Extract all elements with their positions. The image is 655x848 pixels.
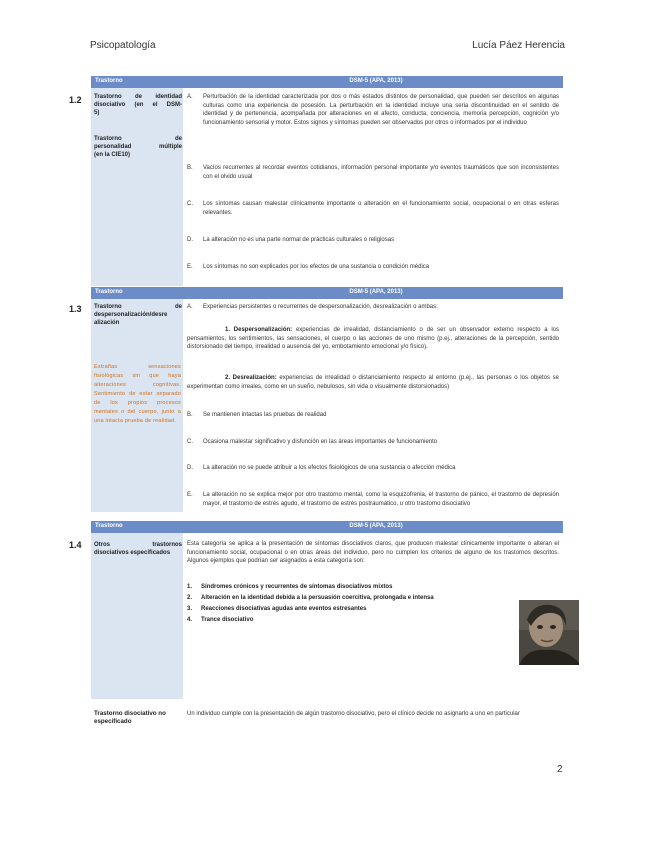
header-author: Lucía Páez Herencia [472,40,565,51]
list-item: 2. Alteración en la identidad debida a la persuasión coercitiva, prolongada e intensa [187,595,434,601]
header-col-disorder: Trastorno [95,523,123,529]
header-title: Psicopatología [90,40,156,51]
criterion-a: A. Perturbación de la identidad caracterizada por dos o más estados distintos de personalidad, que pueden ser descritos en algunas culturas como una experiencia de posesión. La perturbación en la identidad incluye una seria discontinuidad en el sentido de identidad y de pertenencia, acompañada por alteraciones en el afecto, conducta, conciencia, memoria percepción, cognición y/o funcionamiento sensorial y motor. Estos signos y síntomas pueden ser observados por otros o informados por el individuo [187,94,559,126]
header-col-dsm: DSM-5 (APA, 2013) [349,78,403,84]
header-col-disorder: Trastorno [95,289,123,295]
criterion-d: D. La alteración no es una parte normal de prácticas culturales o religiosas [187,237,395,243]
list-item: 1. Síndromes crónicos y recurrentes de síntomas disociativos mixtos [187,584,393,590]
disorder-note: Extrañas sensaciones fisiológicas sin que haya alteraciones cognitivas. Sentimiento de estar separado de los propios procesos mentales o del cuerpo, junto a una intacta prueba de realidad. [94,364,181,424]
header-col-disorder: Trastorno [95,78,123,84]
table-header [91,521,563,533]
criterion-b: B. Vacíos recurrentes al recordar eventos cotidianos, información personal importante y/o eventos traumáticos que son inconsistentes con el olvido usual [187,165,559,180]
table-body [69,533,563,725]
disorder-alt-name: Trastorno de personalidad múltiple (en la CIE10) [94,136,182,158]
criterion-e: E. Los síntomas no son explicados por los efectos de una sustancia o condición médica [187,264,430,270]
criterion-e: E. La alteración no se explica mejor por otro trastorno mental, como la esquizofrenia, el trastorno de pánico, el trastorno de depresión mayor, el trastorno de estrés agudo, el trastorno de estrés postraumático, u otro trastorno disociativo [187,492,559,507]
section-number: 1.2 [69,95,82,105]
criterion-d: D. La alteración no se puede atribuir a los efectos fisiológicos de una sustancia o afección médica [187,465,456,471]
portrait-image [519,600,579,665]
table-body [69,299,563,512]
list-item: 3. Reacciones disociativas agudas ante eventos estresantes [187,606,367,612]
subcriterion-depersonalization: 1. Despersonalización: experiencias de irrealidad, distanciamiento o de ser un observador externo respecto a los pensamientos, los sentimientos, las sensaciones, el cuerpo o las acciones de uno mismo (p.ej., alteraciones de la percepción, sentido distorsionado del tiempo, irrealidad o ausencia del yo, embotamiento emocional y/o físico). [187,327,560,350]
header-col-dsm: DSM-5 (APA, 2013) [349,523,403,529]
disorder-name: Trastorno de despersonalización/desre alización [94,304,182,326]
examples-list [187,582,483,626]
section-number: 1.3 [69,304,82,314]
criterion-a: A. Experiencias persistentes o recurrentes de despersonalización, desrealización o ambas: [187,304,438,310]
disorder-name: Otros trastornos disociativos especificados [94,542,182,556]
table-depersonalization-disorder [69,287,563,512]
portrait-photo [519,600,579,665]
criterion-c: C. Los síntomas causan malestar clínicamente importante o alteración en el funcionamiento social, ocupacional o en otras esferas relevantes. [187,201,559,216]
table-body [69,88,563,286]
table-other-dissociative-disorders [69,521,563,725]
unspecified-disorder-text: Un individuo cumple con la presentación de algún trastorno disociativo, pero el clínico decide no asignarlo a uno en particular [187,711,520,717]
unspecified-disorder-name: Trastorno disociativo no especificado [94,710,166,725]
category-description: Esta categoría se aplica a la presentación de síntomas disociativos claros, que producen malestar clínicamente importante o alteran el funcionamiento social, ocupacional o en otras áreas del individuo, pero no cumplen los criterios de alguno de los trastornos descritos. Algunos ejemplos que podrían ser asignados a esta categoría son: [187,541,559,564]
list-item: 4. Trance disociativo [187,617,254,623]
table-identity-disorder [69,76,563,286]
header-col-dsm: DSM-5 (APA, 2013) [349,289,403,295]
section-number: 1.4 [69,540,82,550]
criterion-c: C. Ocasiona malestar significativo y disfunción en las áreas importantes de funcionamiento [187,439,438,445]
subcriterion-derealization: 2. Desrealización: experiencias de irrealidad o distanciamiento respecto al entorno (p.ej., las personas o los objetos se experimentan como irreales, como en un sueño, nebulosos, sin vida o visualmente distorsionados) [187,375,559,390]
disorder-name: Trastorno de identidad disociativo (en el DSM- 5) [94,94,182,116]
table-header [91,76,563,88]
disorder-cell [91,533,183,699]
disorder-cell [91,88,183,286]
table-header [91,287,563,299]
criterion-b: B. Se mantienen intactas las pruebas de realidad [187,412,327,418]
page-number: 2 [557,764,563,775]
